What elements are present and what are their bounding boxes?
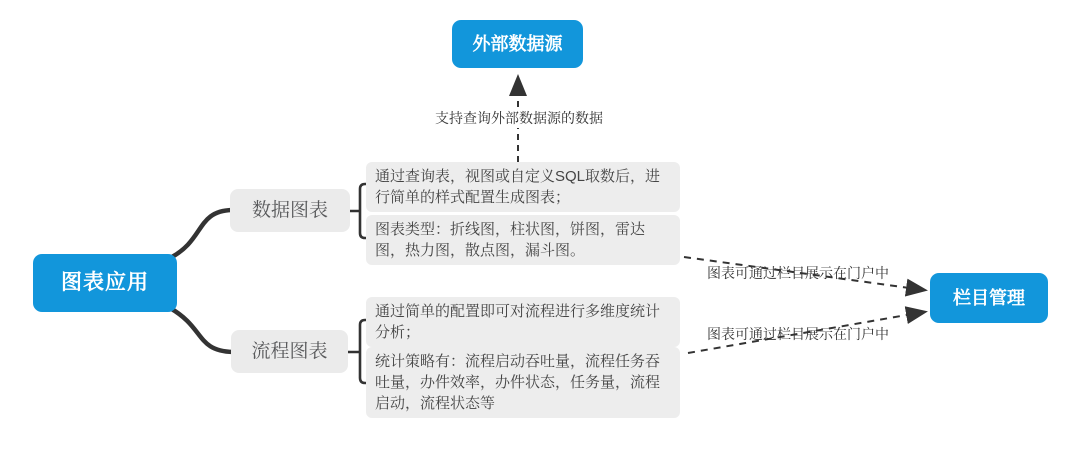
edge-label-portal-display-bottom: 图表可通过栏目展示在门户中 (707, 326, 889, 342)
note-data-charts-sql-config[interactable]: 通过查询表，视图或自定义SQL取数后，进行简单的样式配置生成图表； (366, 162, 680, 212)
branch-curve-process-charts (170, 308, 233, 352)
note-data-charts-chart-types[interactable]: 图表类型：折线图，柱状图，饼图，雷达图，热力图，散点图，漏斗图。 (366, 215, 680, 265)
bracket-data-charts (350, 184, 366, 238)
branch-node-process-charts[interactable]: 流程图表 (231, 330, 348, 373)
branch-node-data-charts[interactable]: 数据图表 (230, 189, 350, 232)
edge-label-query-external-source: 支持查询外部数据源的数据 (435, 110, 603, 126)
note-process-charts-strategies[interactable]: 统计策略有：流程启动吞吐量，流程任务吞吐量，办件效率，办件状态，任务量，流程启动，流程状态等 (366, 347, 680, 418)
edge-label-portal-display-top: 图表可通过栏目展示在门户中 (707, 265, 889, 281)
note-process-charts-analysis[interactable]: 通过简单的配置即可对流程进行多维度统计分析； (366, 297, 680, 347)
external-datasource-node[interactable]: 外部数据源 (452, 20, 583, 68)
column-management-node[interactable]: 栏目管理 (930, 273, 1048, 323)
branch-curve-data-charts (170, 210, 232, 258)
bracket-process-charts (348, 320, 366, 383)
root-node-chart-application[interactable]: 图表应用 (33, 254, 177, 312)
